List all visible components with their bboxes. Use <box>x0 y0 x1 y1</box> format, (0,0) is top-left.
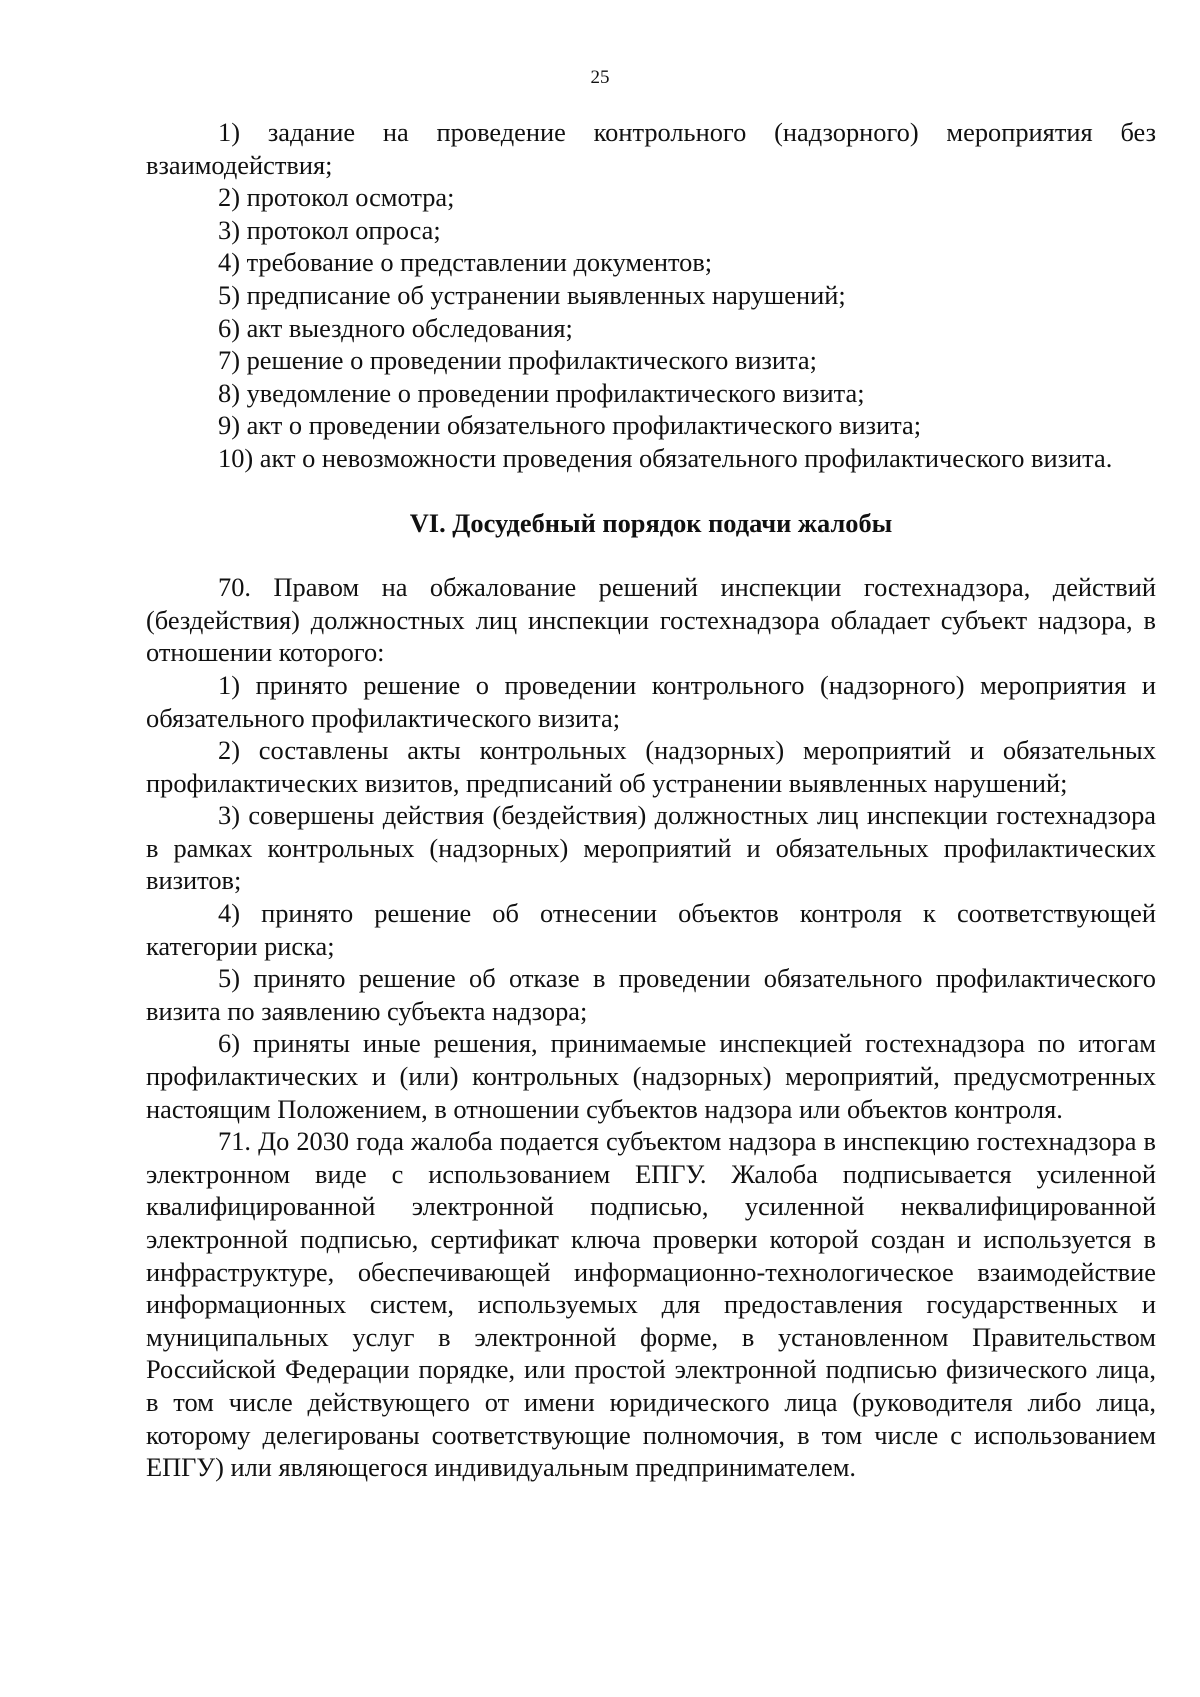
paragraph-70-intro: 70. Правом на обжалование решений инспекции гостехнадзора, действий (бездействия) должностных лиц инспекции гостехнадзора обладает субъект надзора, в отношении которого: <box>146 572 1156 668</box>
list-item: 3) протокол опроса; <box>218 214 441 245</box>
list-item: 8) уведомление о проведении профилактического визита; <box>218 377 865 408</box>
paragraph-70-item: 3) совершены действия (бездействия) должностных лиц инспекции гостехнадзора в рамках контрольных (надзорных) мероприятий и обязательных профилактических визитов; <box>146 800 1156 896</box>
page-number: 25 <box>590 67 610 88</box>
list-item: 6) акт выездного обследования; <box>218 312 573 343</box>
section-heading: VI. Досудебный порядок подачи жалобы <box>409 507 893 538</box>
paragraph-70-item: 1) принято решение о проведении контрольного (надзорного) мероприятия и обязательного профилактического визита; <box>146 669 1156 733</box>
paragraph-70-item: 4) принято решение об отнесении объектов контроля к соответствующей категории риска; <box>146 898 1156 961</box>
list-item: 2) протокол осмотра; <box>218 182 455 213</box>
document-body <box>146 116 1156 1484</box>
list-item: 7) решение о проведении профилактического визита; <box>218 345 817 376</box>
paragraph-71: 71. До 2030 года жалоба подается субъектом надзора в инспекцию гостехнадзора в электронном виде с использованием ЕПГУ. Жалоба подписывается усиленной квалифицированной электронной подписью, усиленной неквалифицированной электронной подписью, сертификат ключа проверки которой создан и используется в инфраструктуре, обеспечивающей информационно-технологическое взаимодействие информационных систем, используемых для предоставления государственных и муниципальных услуг в электронной форме, в установленном Правительством Российской Федерации порядке, или простой электронной подписью физического лица, в том числе действующего от имени юридического лица (руководителя либо лица, которому делегированы соответствующие полномочия, в том числе с использованием ЕПГУ) или являющегося индивидуальным предпринимателем. <box>146 1126 1156 1483</box>
list-item: 1) задание на проведение контрольного (надзорного) мероприятия без взаимодействия; <box>146 117 1156 180</box>
paragraph-70-item: 2) составлены акты контрольных (надзорных) мероприятий и обязательных профилактических визитов, предписаний об устранении выявленных нарушений; <box>146 735 1156 798</box>
spacer <box>146 475 1156 507</box>
paragraph-70-item: 5) принято решение об отказе в проведении обязательного профилактического визита по заявлению субъекта надзора; <box>146 963 1156 1026</box>
list-item: 4) требование о представлении документов; <box>218 247 713 278</box>
list-item: 10) акт о невозможности проведения обязательного профилактического визита. <box>218 442 1113 473</box>
spacer <box>146 539 1156 571</box>
paragraph-70-item: 6) приняты иные решения, принимаемые инспекцией гостехнадзора по итогам профилактических и (или) контрольных (надзорных) мероприятий, предусмотренных настоящим Положением, в отношении субъектов надзора или объектов контроля. <box>146 1028 1156 1124</box>
list-item: 5) предписание об устранении выявленных нарушений; <box>218 279 846 310</box>
list-item: 9) акт о проведении обязательного профилактического визита; <box>218 410 922 441</box>
